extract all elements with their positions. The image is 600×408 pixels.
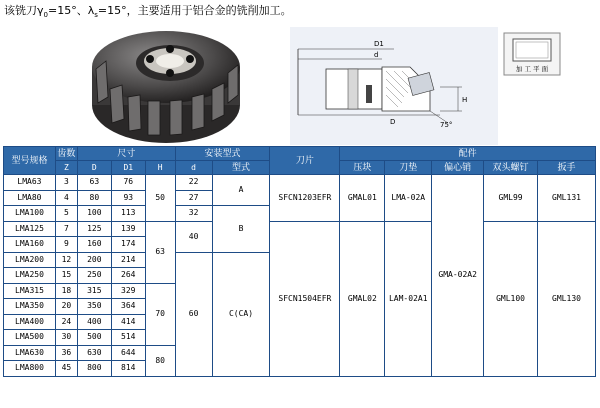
teeth-cell: 4: [55, 190, 77, 206]
teeth-cell: 30: [55, 330, 77, 346]
header-wrench: 扳手: [538, 161, 596, 175]
teeth-cell: 45: [55, 361, 77, 377]
d-cell: 22: [175, 175, 212, 191]
header-D: D: [77, 161, 111, 175]
D1-cell: 113: [111, 206, 145, 222]
model-cell: LMA500: [4, 330, 56, 346]
teeth-cell: 12: [55, 252, 77, 268]
model-cell: LMA125: [4, 221, 56, 237]
table-row: [4, 221, 596, 237]
header-H: H: [145, 161, 175, 175]
dim-d: d: [374, 51, 379, 59]
teeth-cell: 5: [55, 206, 77, 222]
model-cell: LMA630: [4, 345, 56, 361]
H-cell: 63: [145, 221, 175, 283]
D-cell: 160: [77, 237, 111, 253]
D-cell: 350: [77, 299, 111, 315]
header-press: 压块: [340, 161, 385, 175]
cutter-section-drawing: [290, 27, 498, 145]
H-cell: 50: [145, 175, 175, 222]
D-cell: 800: [77, 361, 111, 377]
insert-cell: SFCN1504EFR: [270, 221, 340, 376]
teeth-cell: 18: [55, 283, 77, 299]
specification-table: [3, 146, 596, 377]
D1-cell: 329: [111, 283, 145, 299]
D-cell: 630: [77, 345, 111, 361]
D-cell: 315: [77, 283, 111, 299]
D1-cell: 174: [111, 237, 145, 253]
dim-d1: D1: [374, 40, 384, 48]
D1-cell: 814: [111, 361, 145, 377]
D1-cell: 76: [111, 175, 145, 191]
screw-cell: GML100: [484, 221, 538, 376]
model-cell: LMA200: [4, 252, 56, 268]
d-cell: 40: [175, 221, 212, 252]
header-size: 尺寸: [77, 147, 175, 161]
pad-cell: LAM-02A1: [385, 221, 432, 376]
wrench-cell: GML131: [538, 175, 596, 222]
header-type: 型式: [212, 161, 270, 175]
teeth-cell: 9: [55, 237, 77, 253]
teeth-cell: 3: [55, 175, 77, 191]
machining-plane-legend: [503, 32, 561, 76]
D-cell: 80: [77, 190, 111, 206]
header-teeth: 齿数: [57, 148, 76, 159]
D-cell: 400: [77, 314, 111, 330]
H-cell: 70: [145, 283, 175, 345]
D1-cell: 644: [111, 345, 145, 361]
teeth-cell: 7: [55, 221, 77, 237]
header-mount: 安装型式: [175, 147, 270, 161]
type-cell: B: [212, 206, 270, 253]
header-parts: 配件: [340, 147, 596, 161]
header-pad: 刀垫: [385, 161, 432, 175]
teeth-cell: 15: [55, 268, 77, 284]
D-cell: 125: [77, 221, 111, 237]
type-cell: A: [212, 175, 270, 206]
model-cell: LMA315: [4, 283, 56, 299]
intro-text: 该铣刀$\gamma_0=15^\circ$、$\lambda_s=15^\circ$，主要适用于铝合金的铣削加工。: [4, 4, 292, 20]
teeth-cell: 20: [55, 299, 77, 315]
header-pin: 偏心销: [432, 161, 484, 175]
d-cell: 32: [175, 206, 212, 222]
dim-angle: 75°: [440, 121, 453, 129]
D-cell: 200: [77, 252, 111, 268]
model-cell: LMA400: [4, 314, 56, 330]
dim-h: H: [462, 96, 468, 104]
wrench-cell: GML130: [538, 221, 596, 376]
table-row: [4, 175, 596, 191]
d-cell: 60: [175, 252, 212, 376]
insert-cell: SFCN1203EFR: [270, 175, 340, 222]
model-cell: LMA160: [4, 237, 56, 253]
header-teeth-z: Z: [55, 161, 77, 175]
D1-cell: 414: [111, 314, 145, 330]
D1-cell: 514: [111, 330, 145, 346]
header-insert: 刀片: [270, 147, 340, 175]
D1-cell: 214: [111, 252, 145, 268]
pin-cell: GMA-02A2: [432, 175, 484, 377]
D-cell: 63: [77, 175, 111, 191]
D1-cell: 264: [111, 268, 145, 284]
model-cell: LMA100: [4, 206, 56, 222]
model-cell: LMA250: [4, 268, 56, 284]
milling-cutter-photo: [88, 27, 244, 147]
D-cell: 500: [77, 330, 111, 346]
legend-label: 加 工 平 面: [515, 65, 549, 73]
D1-cell: 364: [111, 299, 145, 315]
D-cell: 100: [77, 206, 111, 222]
model-cell: LMA80: [4, 190, 56, 206]
H-cell: 80: [145, 345, 175, 376]
header-d: d: [175, 161, 212, 175]
D1-cell: 93: [111, 190, 145, 206]
d-cell: 27: [175, 190, 212, 206]
teeth-cell: 36: [55, 345, 77, 361]
press-cell: GMAL02: [340, 221, 385, 376]
screw-cell: GML99: [484, 175, 538, 222]
type-cell: C(CA): [212, 252, 270, 376]
pad-cell: LMA-02A: [385, 175, 432, 222]
dim-D: D: [390, 118, 396, 126]
header-D1: D1: [111, 161, 145, 175]
model-cell: LMA800: [4, 361, 56, 377]
teeth-cell: 24: [55, 314, 77, 330]
D1-cell: 139: [111, 221, 145, 237]
header-screw: 双头螺钉: [484, 161, 538, 175]
model-cell: LMA63: [4, 175, 56, 191]
press-cell: GMAL01: [340, 175, 385, 222]
D-cell: 250: [77, 268, 111, 284]
model-cell: LMA350: [4, 299, 56, 315]
header-model: 型号规格: [4, 147, 56, 175]
